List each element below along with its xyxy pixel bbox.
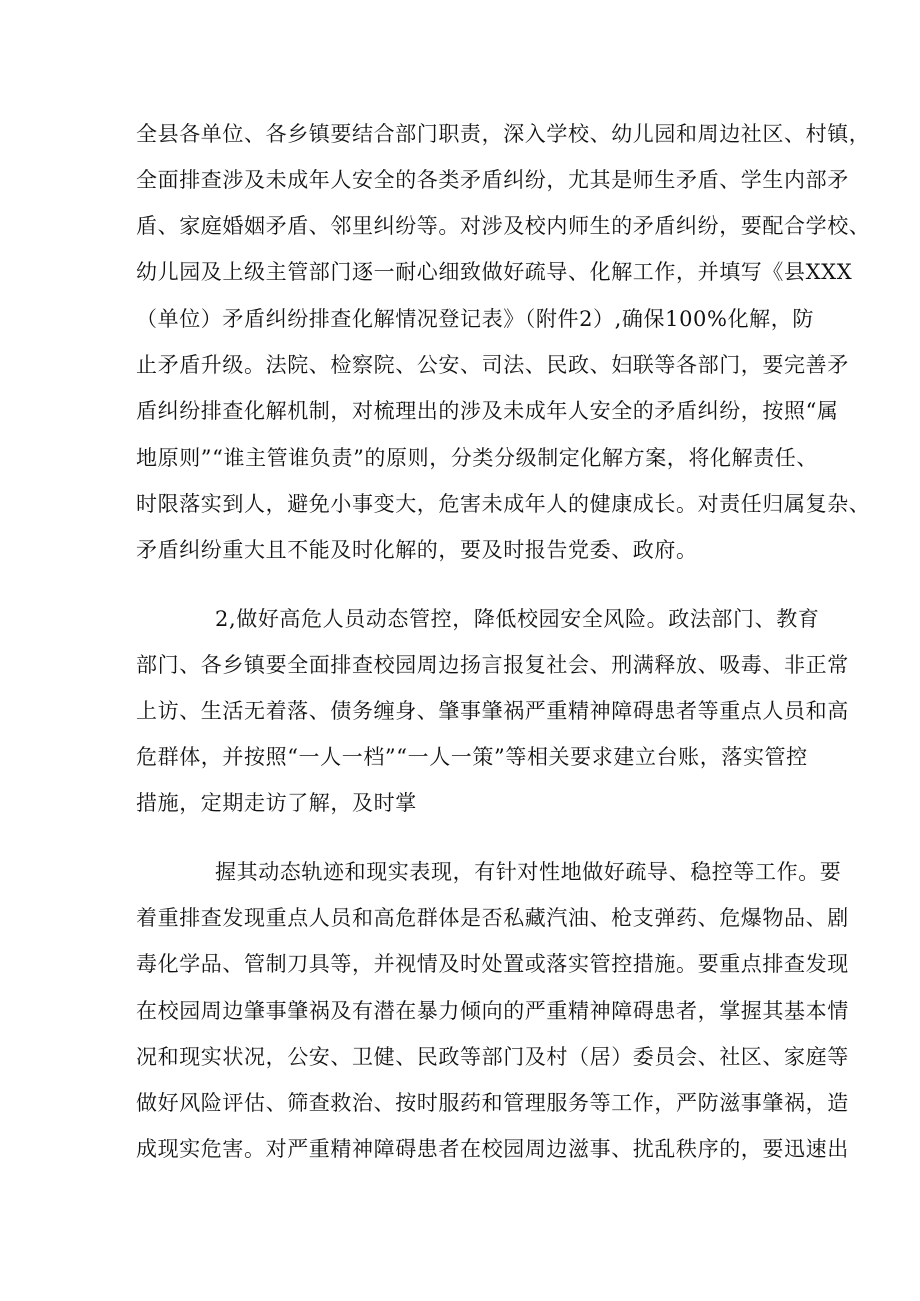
text-line: 上访、生活无着落、债务缠身、肇事肇祸严重精神障碍患者等重点人员和高 — [136, 699, 849, 723]
text-line: 部门、各乡镇要全面排查校园周边扬言报复社会、刑满释放、吸毒、非正常 — [136, 653, 849, 677]
text-line: 矛盾纠纷重大且不能及时化解的，要及时报告党委、政府。 — [136, 538, 698, 562]
text-line: 幼儿园及上级主管部门逐一耐心细致做好疏导、化解工作，并填写《县XXX — [136, 260, 853, 284]
text-line: 握其动态轨迹和现实表现，有针对性地做好疏导、稳控等工作。要 — [215, 860, 842, 884]
text-line: 危群体，并按照“一人一档”“一人一策”等相关要求建立台账，落实管控 — [136, 745, 808, 769]
text-line: 况和现实状况，公安、卫健、民政等部门及村（居）委员会、社区、家庭等 — [136, 1045, 849, 1069]
text-line: 成现实危害。对严重精神障碍患者在校园周边滋事、扰乱秩序的，要迅速出 — [136, 1137, 849, 1161]
text-line: 止矛盾升级。法院、检察院、公安、司法、民政、妇联等各部门，要完善矛 — [136, 353, 849, 377]
text-line: 盾纠纷排查化解机制，对梳理出的涉及未成年人安全的矛盾纠纷，按照“属 — [136, 399, 839, 423]
text-line: 全面排查涉及未成年人安全的各类矛盾纠纷，尤其是师生矛盾、学生内部矛 — [136, 168, 849, 192]
text-line: 措施，定期走访了解，及时掌 — [136, 791, 417, 815]
text-line: 着重排查发现重点人员和高危群体是否私藏汽油、枪支弹药、危爆物品、剧 — [136, 906, 849, 930]
text-line: （单位）矛盾纠纷排查化解情况登记表》（附件2）,确保100%化解，防 — [136, 307, 814, 331]
text-line: 盾、家庭婚姻矛盾、邻里纠纷等。对涉及校内师生的矛盾纠纷，要配合学校、 — [136, 214, 871, 238]
text-line: 2,做好高危人员动态管控，降低校园安全风险。政法部门、教育 — [215, 607, 820, 631]
text-line: 毒化学品、管制刀具等，并视情及时处置或落实管控措施。要重点排查发现 — [136, 952, 849, 976]
text-line: 做好风险评估、筛查救治、按时服药和管理服务等工作，严防滋事肇祸，造 — [136, 1091, 849, 1115]
text-line: 时限落实到人，避免小事变大，危害未成年人的健康成长。对责任归属复杂、 — [136, 492, 871, 516]
text-line: 全县各单位、各乡镇要结合部门职责，深入学校、幼儿园和周边社区、村镇， — [136, 122, 871, 146]
text-line: 在校园周边肇事肇祸及有潜在暴力倾向的严重精神障碍患者，掌握其基本情 — [136, 999, 849, 1023]
text-line: 地原则”“谁主管谁负责”的原则，分类分级制定化解方案，将化解责任、 — [136, 446, 819, 470]
